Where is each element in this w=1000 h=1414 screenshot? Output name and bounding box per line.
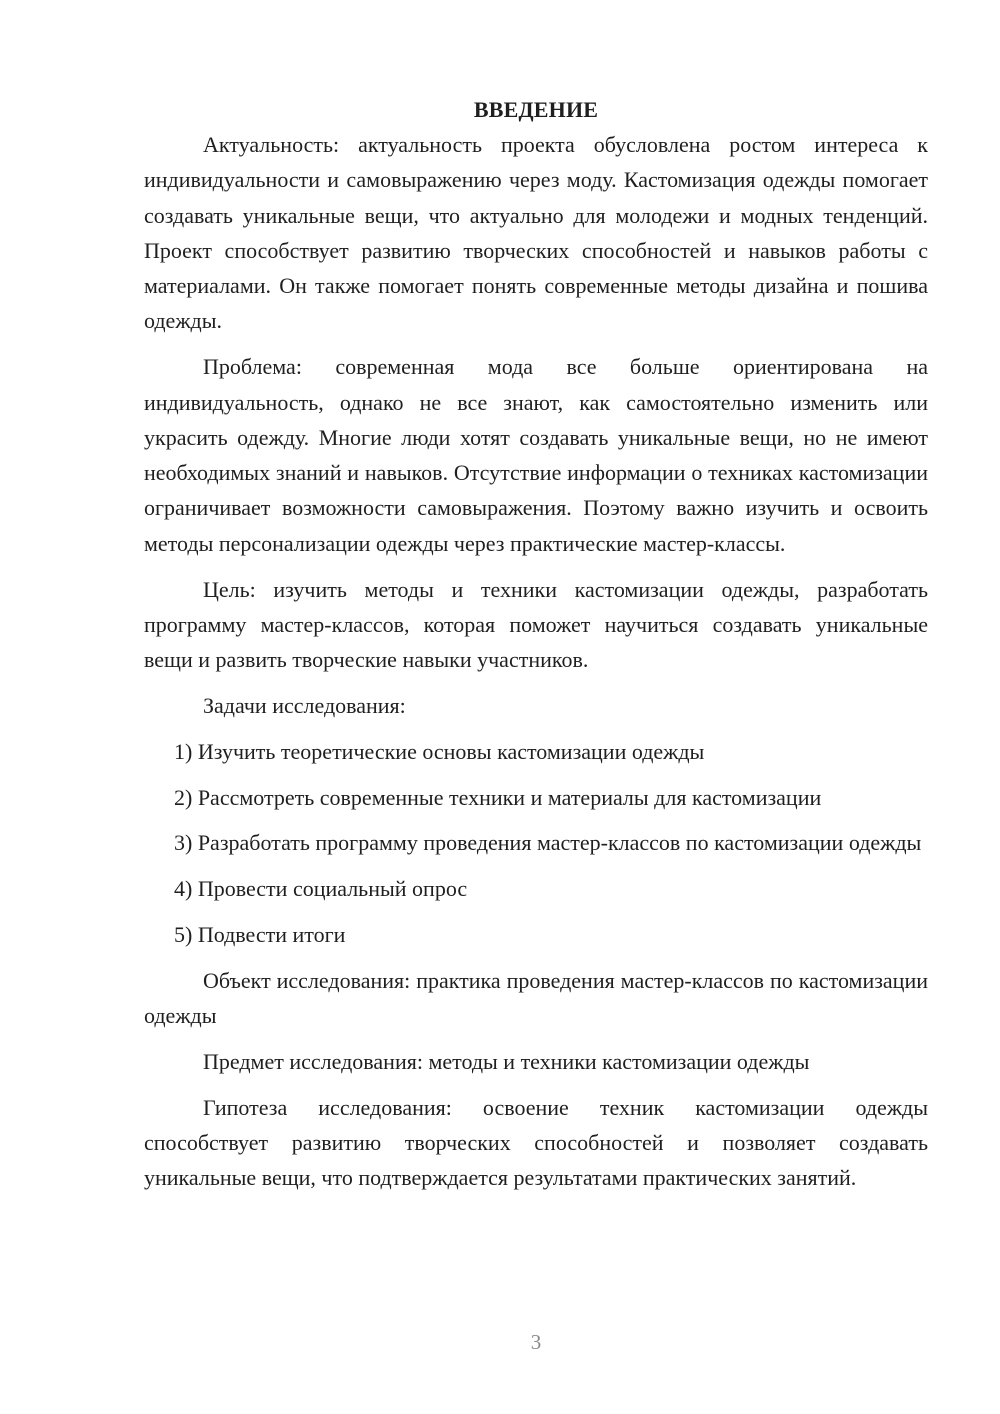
paragraph-relevance: Актуальность: актуальность проекта обусловлена ростом интереса к индивидуальности и самовыражению через моду. Кастомизация одежды помогает создавать уникальные вещи, что актуально для молодежи и модных тенденций. Проект способствует развитию творческих способностей и навыков работы с материалами. Он также помогает понять современные методы дизайна и пошива одежды. (144, 132, 928, 334)
task-item-2: 2) Рассмотреть современные техники и материалы для кастомизации (174, 784, 822, 810)
paragraph-hypothesis: Гипотеза исследования: освоение техник кастомизации одежды способствует развитию творческих способностей и позволяет создавать уникальные вещи, что подтверждается результатами практических занятий. (144, 1094, 928, 1191)
task-item-5: 5) Подвести итоги (174, 921, 346, 947)
paragraph-subject: Предмет исследования: методы и техники кастомизации одежды (203, 1048, 810, 1074)
task-item-4: 4) Провести социальный опрос (174, 876, 468, 902)
task-item-1: 1) Изучить теоретические основы кастомизации одежды (174, 738, 705, 764)
paragraph-object: Объект исследования: практика проведения мастер-классов по кастомизации одежды (144, 967, 928, 1029)
paragraph-tasks-title: Задачи исследования: (203, 692, 406, 718)
section-heading: ВВЕДЕНИЕ (473, 97, 599, 122)
paragraph-goal: Цель: изучить методы и техники кастомизации одежды, разработать программу мастер-классов, которая поможет научиться создавать уникальные вещи и развить творческие навыки участников. (144, 576, 928, 673)
paragraph-problem: Проблема: современная мода все больше ориентирована на индивидуальность, однако не все знают, как самостоятельно изменить или украсить одежду. Многие люди хотят создавать уникальные вещи, но не имеют необходимых знаний и навыков. Отсутствие информации о техниках кастомизации ограничивает возможности самовыражения. Поэтому важно изучить и освоить методы персонализации одежды через практические мастер-классы. (144, 354, 928, 556)
task-item-3: 3) Разработать программу проведения мастер-классов по кастомизации одежды (174, 830, 922, 856)
document-page (144, 92, 928, 1206)
page-number: 3 (530, 1330, 542, 1354)
